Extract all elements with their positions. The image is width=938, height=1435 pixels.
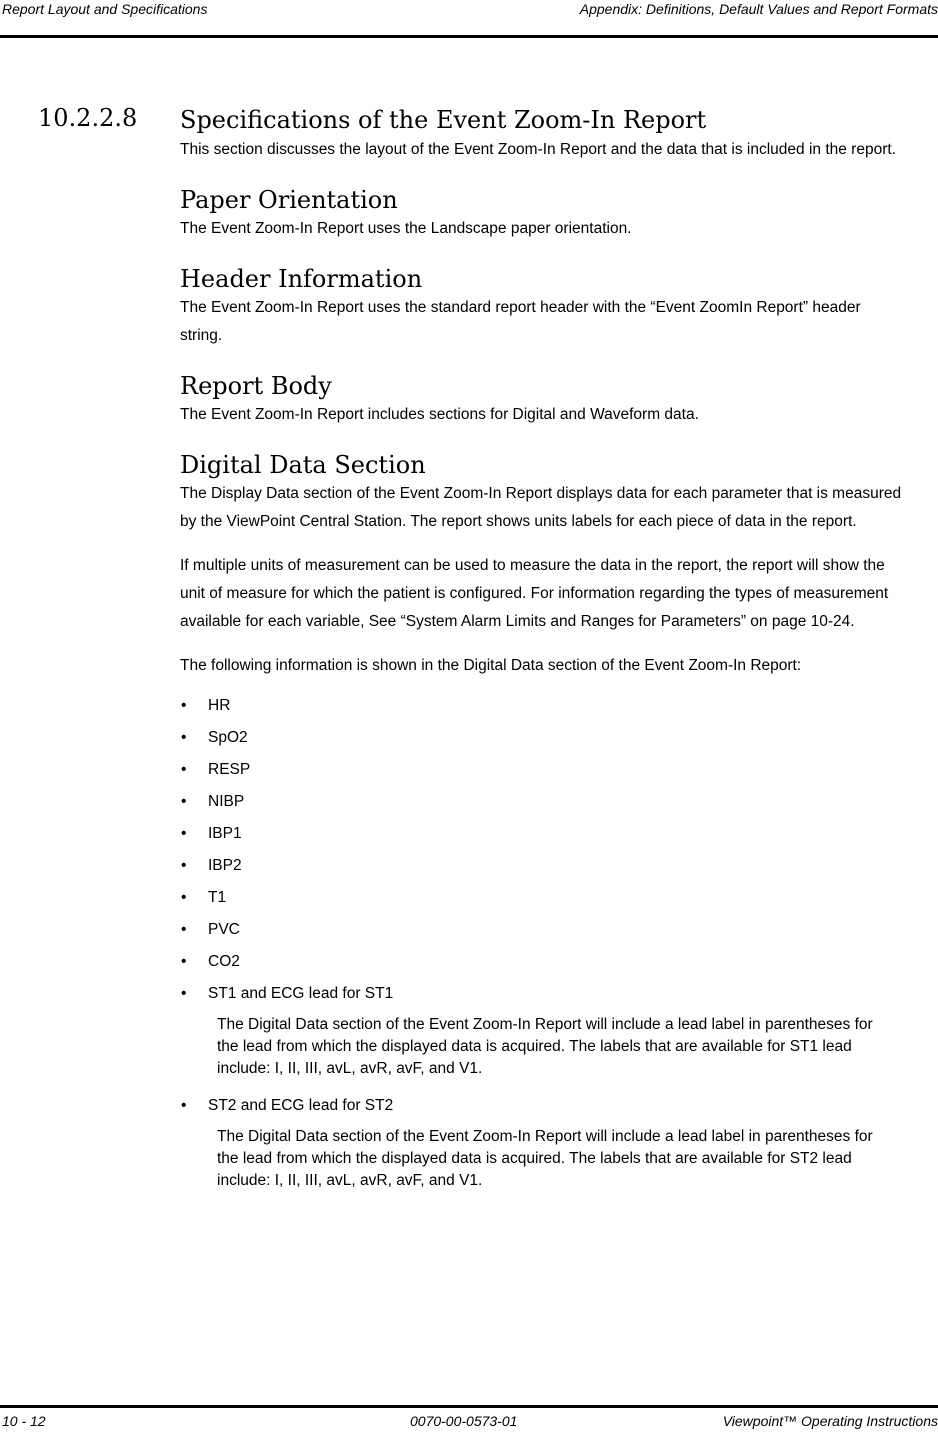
parameter-list [180,690,902,978]
digital-data-heading: Digital Data Section [180,451,426,479]
running-footer [0,1405,938,1435]
header-chapter-title: Report Layout and Specifications [2,1,208,17]
paper-orientation-text: The Event Zoom-In Report uses the Landscape paper orientation. [180,220,632,237]
list-item: • PVC [180,914,902,946]
list-item: • ST1 and ECG lead for ST1 [180,978,902,1010]
list-item: • IBP1 [180,818,902,850]
digital-data-para1: The Display Data section of the Event Zoom-In Report displays data for each parameter that is measured by the ViewPoint Central Station. The report shows units labels for each piece of data in the report. [180,485,902,530]
report-body-text: The Event Zoom-In Report includes sections for Digital and Waveform data. [180,406,699,423]
footer-manual-title: Viewpoint™ Operating Instructions [722,1413,938,1429]
section-number: 10.2.2.8 [38,104,138,132]
st-lead-list [180,978,902,1192]
paper-orientation-heading: Paper Orientation [180,186,398,214]
section-intro: This section discusses the layout of the Event Zoom-In Report and the data that is included in the report. [180,141,896,158]
digital-data-para3: The following information is shown in the Digital Data section of the Event Zoom-In Report: [180,657,802,674]
section-title: Specifications of the Event Zoom-In Report [180,106,707,134]
list-item: • T1 [180,882,902,914]
digital-data-para2: If multiple units of measurement can be used to measure the data in the report, the report will show the unit of measure for which the patient is configured. For information regarding the types of measurement available for each variable, See “System Alarm Limits and Ranges for Parameters” on page 10-24. [180,557,889,630]
list-item: • CO2 [180,946,902,978]
list-item: • IBP2 [180,850,902,882]
report-body-heading: Report Body [180,372,332,400]
list-item: • SpO2 [180,722,902,754]
section-content [180,104,902,1202]
footer-doc-number: 0070-00-0573-01 [410,1413,518,1429]
list-item: • NIBP [180,786,902,818]
st1-lead-note: The Digital Data section of the Event Zoom-In Report will include a lead label in parentheses for the lead from which the displayed data is acquired. The labels that are available for ST1 lead include: I, II, III, avL, avR, avF, and V1. [217,1016,873,1077]
list-item: • RESP [180,754,902,786]
st2-lead-note: The Digital Data section of the Event Zoom-In Report will include a lead label in parentheses for the lead from which the displayed data is acquired. The labels that are available for ST2 lead include: I, II, III, avL, avR, avF, and V1. [217,1128,873,1189]
header-information-text: The Event Zoom-In Report uses the standard report header with the “Event ZoomIn Report” header string. [180,299,861,344]
list-item: • ST2 and ECG lead for ST2 [180,1090,902,1122]
header-information-heading: Header Information [180,265,423,293]
list-item: • HR [180,690,902,722]
footer-page-number: 10 - 12 [2,1413,46,1429]
running-header [0,0,938,38]
header-appendix-title: Appendix: Definitions, Default Values and Report Formats [579,1,938,17]
